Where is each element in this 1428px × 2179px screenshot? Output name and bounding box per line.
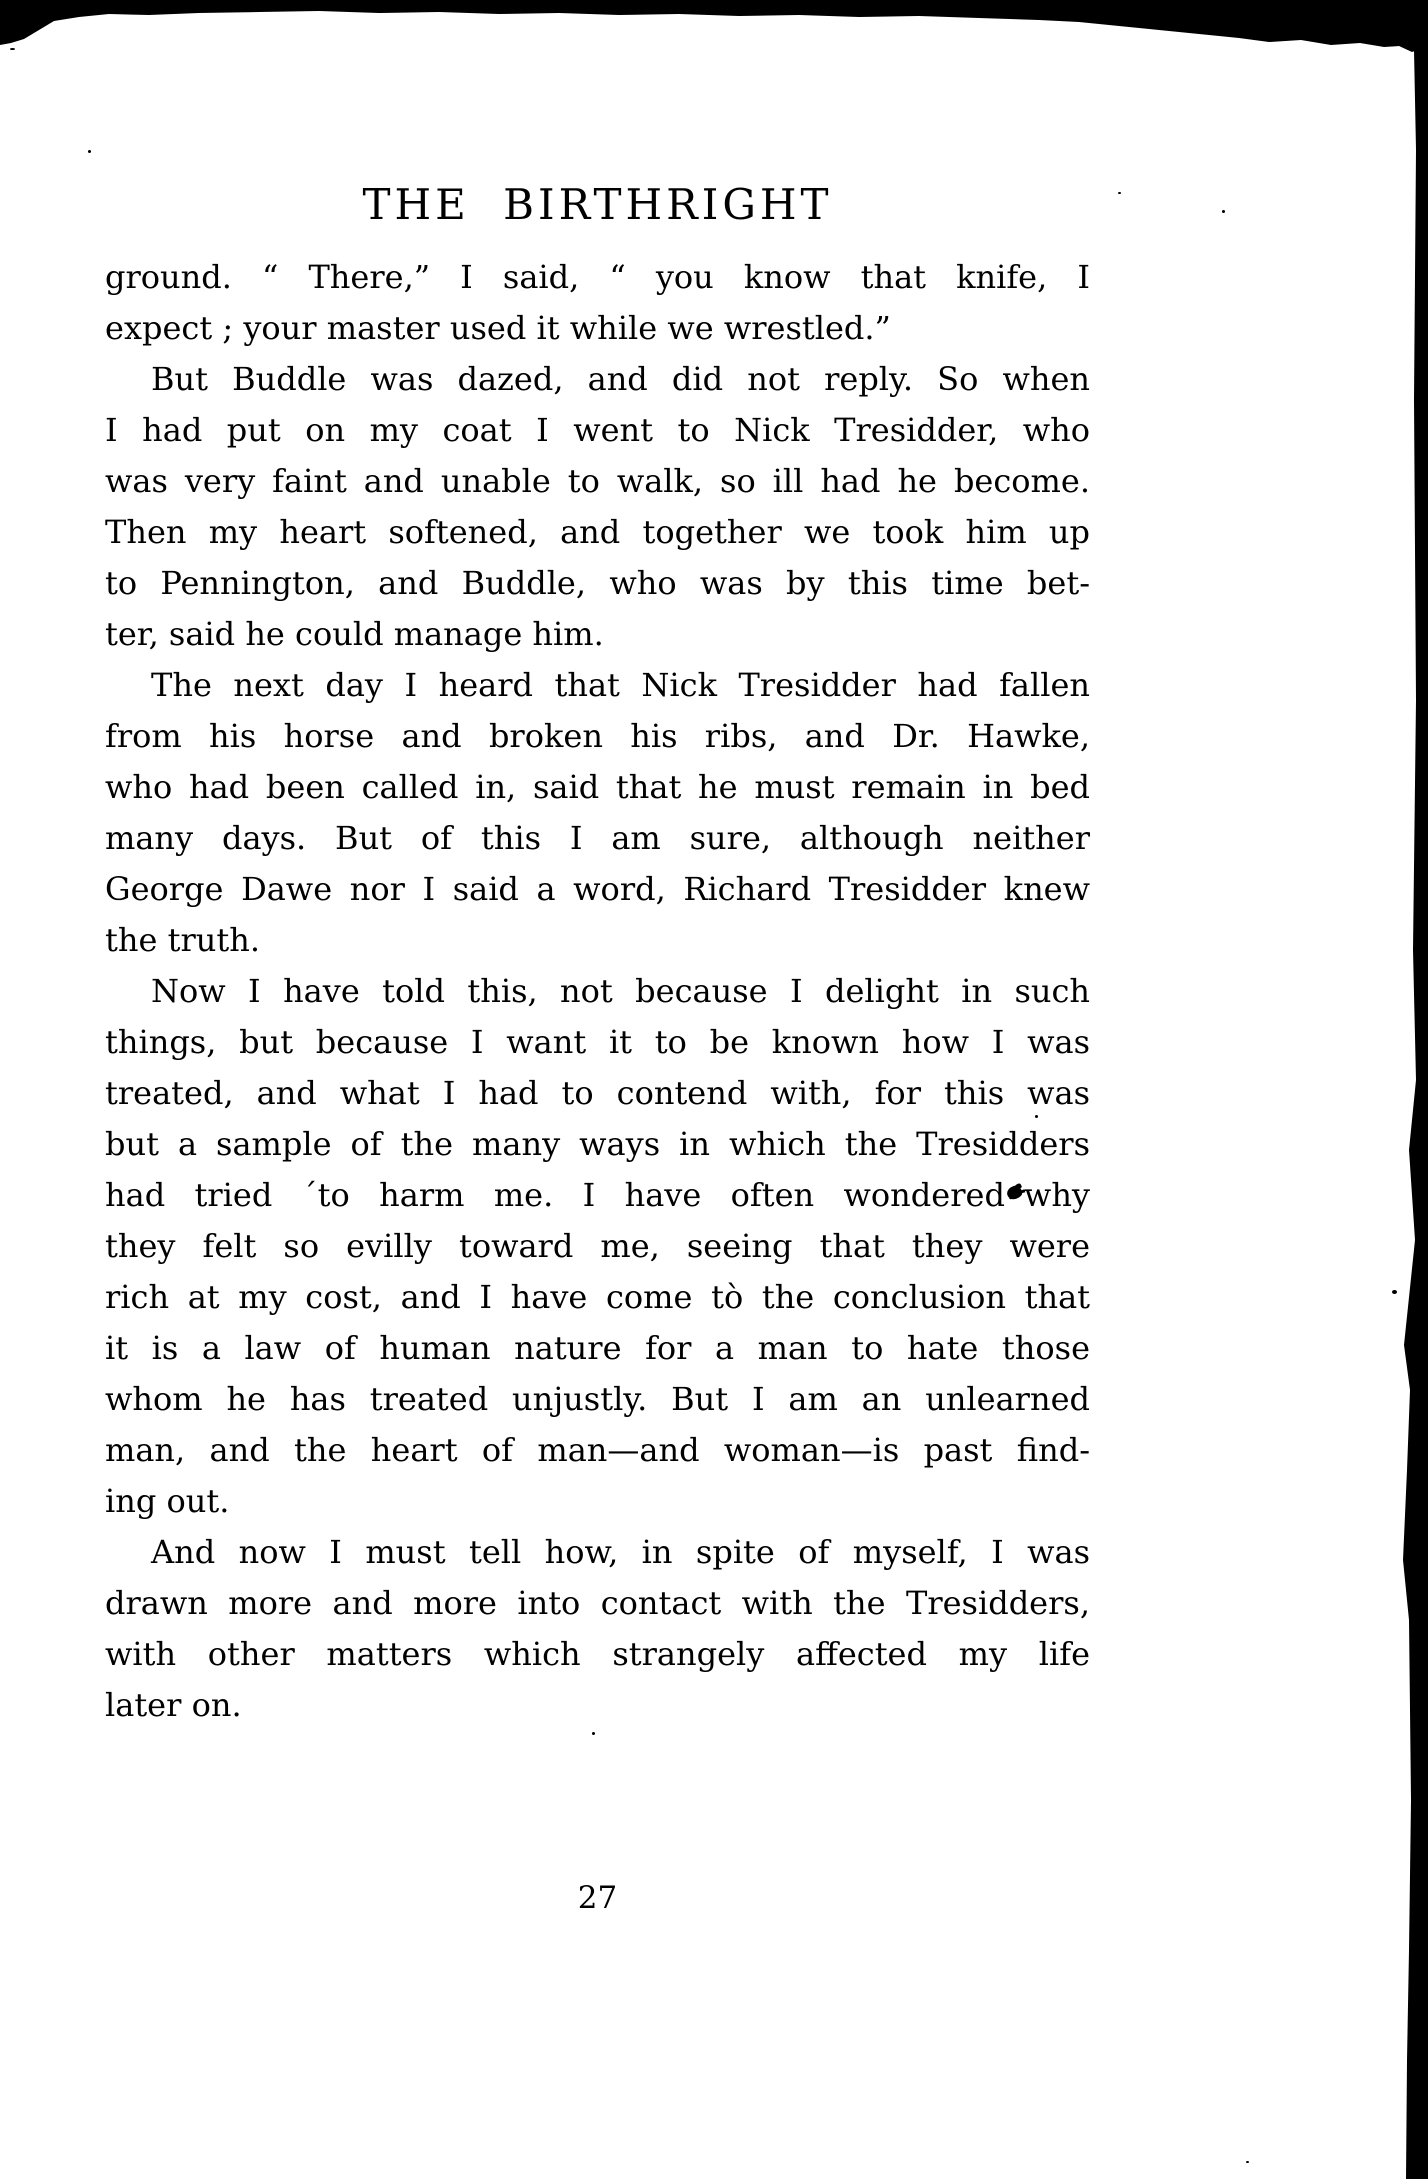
text-line: ing out. bbox=[105, 1482, 230, 1520]
text-line: Then my heart softened, and together we took him up bbox=[105, 513, 1090, 551]
text-line: later on. bbox=[105, 1686, 242, 1724]
text-line: drawn more and more into contact with the Tresidders, bbox=[105, 1584, 1090, 1622]
text-line: George Dawe nor I said a word, Richard Tresidder knew bbox=[105, 870, 1090, 908]
scan-edge-top bbox=[0, 0, 1428, 60]
text-line: I had put on my coat I went to Nick Tresidder, who bbox=[105, 411, 1090, 449]
ink-speck bbox=[1392, 1290, 1397, 1294]
ink-speck bbox=[1035, 1115, 1038, 1118]
text-line: the truth. bbox=[105, 921, 260, 959]
text-line: who had been called in, said that he must remain in bed bbox=[105, 768, 1090, 806]
text-line: And now I must tell how, in spite of myself, I was bbox=[151, 1533, 1090, 1571]
text-line: But Buddle was dazed, and did not reply. So when bbox=[151, 360, 1090, 398]
text-line: treated, and what I had to contend with, for this was bbox=[105, 1074, 1090, 1112]
text-line: to Pennington, and Buddle, who was by this time bet- bbox=[105, 564, 1090, 602]
text-line: it is a law of human nature for a man to hate those bbox=[105, 1329, 1090, 1367]
text-line: things, but because I want it to be known how I was bbox=[105, 1023, 1090, 1061]
text-line: they felt so evilly toward me, seeing that they were bbox=[105, 1227, 1090, 1265]
text-line: from his horse and broken his ribs, and Dr. Hawke, bbox=[105, 717, 1090, 755]
ink-speck bbox=[88, 150, 91, 153]
text-line: Now I have told this, not because I delight in such bbox=[151, 972, 1090, 1010]
ink-speck bbox=[1246, 2161, 1249, 2163]
text-line: ground. “ There,” I said, “ you know that knife, I bbox=[105, 258, 1090, 296]
ink-blot bbox=[1005, 1184, 1023, 1200]
text-line: ter, said he could manage him. bbox=[105, 615, 604, 653]
ink-speck bbox=[10, 48, 15, 50]
text-line: with other matters which strangely affected my life bbox=[105, 1635, 1090, 1673]
text-line: was very faint and unable to walk, so ill had he become. bbox=[105, 462, 1090, 500]
page-number: 27 bbox=[577, 1880, 618, 1916]
text-line: The next day I heard that Nick Tresidder had fallen bbox=[151, 666, 1090, 704]
body-text bbox=[105, 252, 1090, 1731]
ink-speck bbox=[592, 1732, 595, 1735]
text-line: rich at my cost, and I have come tò the conclusion that bbox=[105, 1278, 1090, 1316]
ink-speck bbox=[1118, 192, 1121, 194]
text-line: had tried ´to harm me. I have often wondered why bbox=[105, 1176, 1090, 1214]
text-line: many days. But of this I am sure, although neither bbox=[105, 819, 1090, 857]
text-line: whom he has treated unjustly. But I am an unlearned bbox=[105, 1380, 1090, 1418]
scan-edge-right bbox=[1394, 0, 1428, 2179]
text-line: but a sample of the many ways in which the Tresidders bbox=[105, 1125, 1090, 1163]
text-line: expect ; your master used it while we wrestled.” bbox=[105, 309, 891, 347]
text-line: man, and the heart of man—and woman—is past find- bbox=[105, 1431, 1090, 1469]
page-title: THE BIRTHRIGHT bbox=[362, 180, 833, 229]
ink-speck bbox=[1222, 210, 1225, 213]
